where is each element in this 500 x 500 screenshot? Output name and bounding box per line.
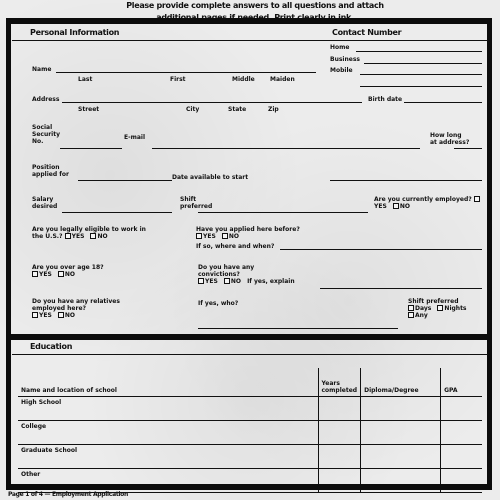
conviction-yes-label: YES	[205, 278, 218, 285]
address-sub-city: City	[186, 106, 200, 113]
shift-nights-checkbox[interactable]	[437, 305, 443, 311]
email-line[interactable]	[152, 148, 420, 149]
intro-line-1: Please provide complete answers to all questions and attach	[126, 1, 384, 10]
education-table	[18, 368, 482, 493]
employed-no-label: NO	[399, 203, 410, 210]
applied-no-checkbox[interactable]	[222, 233, 228, 239]
address-line[interactable]	[62, 102, 362, 103]
applied-no-label: NO	[228, 233, 239, 240]
cell-gpa[interactable]	[441, 396, 482, 420]
col-school: Name and location of school	[18, 368, 318, 396]
explain-label: If so, where and when?	[196, 243, 275, 250]
bottom-band	[6, 484, 492, 490]
relatives-no-checkbox[interactable]	[58, 312, 64, 318]
applied-before-question	[196, 226, 306, 240]
applied-yes-label: YES	[203, 233, 216, 240]
legal-yes-label: YES	[71, 233, 85, 240]
birth-date-label: Birth date	[368, 96, 403, 103]
header-rule	[12, 40, 488, 41]
employed-yes-checkbox[interactable]	[474, 196, 480, 202]
cell-degree[interactable]	[361, 420, 441, 444]
address-label: Address	[32, 96, 60, 103]
legal-no-label: NO	[97, 233, 108, 240]
legal-label: Are you legally eligible to work in the U.S.?	[32, 226, 146, 240]
page-footer: Page 1 of 4 — Employment Application	[8, 491, 128, 498]
shift-label: Shift preferred	[408, 298, 459, 305]
position-label: Position applied for	[32, 164, 69, 178]
age-yes-checkbox[interactable]	[32, 271, 38, 277]
address-sub-street: Street	[78, 106, 100, 113]
conviction-label: Do you have any convictions?	[198, 264, 255, 278]
col-gpa: GPA	[441, 368, 482, 396]
conviction-explain-label: If yes, explain	[247, 278, 295, 285]
education-header-row	[18, 368, 482, 396]
legal-question	[32, 226, 152, 240]
name-line[interactable]	[56, 72, 316, 73]
relatives-who-label: If yes, who?	[198, 300, 239, 307]
education-section-title: Education	[30, 342, 73, 351]
ss-label: Social Security No.	[32, 124, 61, 145]
salary-label: Salary desired	[32, 196, 58, 210]
table-row	[18, 420, 482, 444]
shift-start-label: Shift preferred	[180, 196, 213, 210]
phone-mobile-label: Mobile	[330, 67, 353, 74]
employed-label: Are you currently employed?	[374, 196, 472, 203]
age-question	[32, 264, 118, 278]
conviction-question	[198, 264, 298, 285]
relatives-label: Do you have any relatives employed here?	[32, 298, 120, 312]
age-no-label: NO	[64, 271, 75, 278]
name-sub-last: Last	[78, 76, 93, 83]
address-sub-state: State	[228, 106, 247, 113]
row-label[interactable]: Other	[18, 468, 318, 492]
row-label[interactable]: College	[18, 420, 318, 444]
cell-gpa[interactable]	[441, 444, 482, 468]
phone-home-line[interactable]	[356, 51, 482, 52]
conviction-no-label: NO	[230, 278, 241, 285]
shift-nights-label: Nights	[444, 305, 467, 312]
education-band	[6, 334, 492, 340]
date-line[interactable]	[360, 86, 482, 87]
phone-mobile-line[interactable]	[360, 74, 482, 75]
ss-line[interactable]	[60, 148, 122, 149]
row-label[interactable]: Graduate School	[18, 444, 318, 468]
cell-years[interactable]	[318, 396, 361, 420]
address-sub-zip: Zip	[268, 106, 279, 113]
cell-years[interactable]	[318, 444, 361, 468]
shift-question	[408, 298, 486, 319]
cell-degree[interactable]	[361, 396, 441, 420]
position-line[interactable]	[78, 180, 172, 181]
cell-degree[interactable]	[361, 444, 441, 468]
name-sub-maiden: Maiden	[270, 76, 295, 83]
conviction-yes-checkbox[interactable]	[198, 278, 204, 284]
age-label: Are you over age 18?	[32, 264, 104, 271]
employed-question	[374, 196, 482, 210]
top-band	[6, 18, 492, 24]
shift-days-label: Days	[415, 305, 432, 312]
how-long-label: How long at address?	[430, 132, 470, 146]
cell-gpa[interactable]	[441, 420, 482, 444]
shift-start-line[interactable]	[198, 212, 368, 213]
explain-line[interactable]	[280, 249, 482, 250]
birth-date-line[interactable]	[404, 102, 482, 103]
relatives-question	[32, 298, 120, 319]
name-sub-first: First	[170, 76, 186, 83]
table-row	[18, 396, 482, 420]
relatives-yes-checkbox[interactable]	[32, 312, 38, 318]
employed-yes-label: YES	[374, 203, 387, 210]
phone-home-label: Home	[330, 44, 350, 51]
email-label: E-mail	[124, 134, 146, 141]
name-sub-middle: Middle	[232, 76, 255, 83]
applied-before-label: Have you applied here before?	[196, 226, 300, 233]
start-label: Date available to start	[172, 174, 249, 181]
phone-business-line[interactable]	[364, 63, 482, 64]
education-rule	[12, 354, 488, 355]
salary-line[interactable]	[62, 212, 172, 213]
legal-no-checkbox[interactable]	[90, 233, 96, 239]
cell-years[interactable]	[318, 420, 361, 444]
name-label: Name	[32, 66, 52, 73]
start-line[interactable]	[330, 180, 482, 181]
relatives-no-label: NO	[64, 312, 75, 319]
age-no-checkbox[interactable]	[58, 271, 64, 277]
col-degree: Diploma/Degree	[361, 368, 441, 396]
table-row	[18, 444, 482, 468]
age-yes-label: YES	[39, 271, 52, 278]
contact-section-title: Contact Number	[332, 28, 402, 37]
shift-days-checkbox[interactable]	[408, 305, 414, 311]
conviction-explain-line[interactable]	[320, 288, 482, 289]
col-years: Years completed	[318, 368, 361, 396]
relatives-yes-label: YES	[39, 312, 52, 319]
shift-any-checkbox[interactable]	[408, 312, 414, 318]
personal-section-title: Personal Information	[30, 28, 120, 37]
row-label[interactable]: High School	[18, 396, 318, 420]
phone-business-label: Business	[330, 56, 360, 63]
legal-yes-checkbox[interactable]	[65, 233, 71, 239]
applied-yes-checkbox[interactable]	[196, 233, 202, 239]
how-long-line[interactable]	[454, 148, 482, 149]
shift-any-label: Any	[415, 312, 428, 319]
relatives-who-line[interactable]	[198, 328, 398, 329]
employed-no-checkbox[interactable]	[393, 203, 399, 209]
conviction-no-checkbox[interactable]	[224, 278, 230, 284]
